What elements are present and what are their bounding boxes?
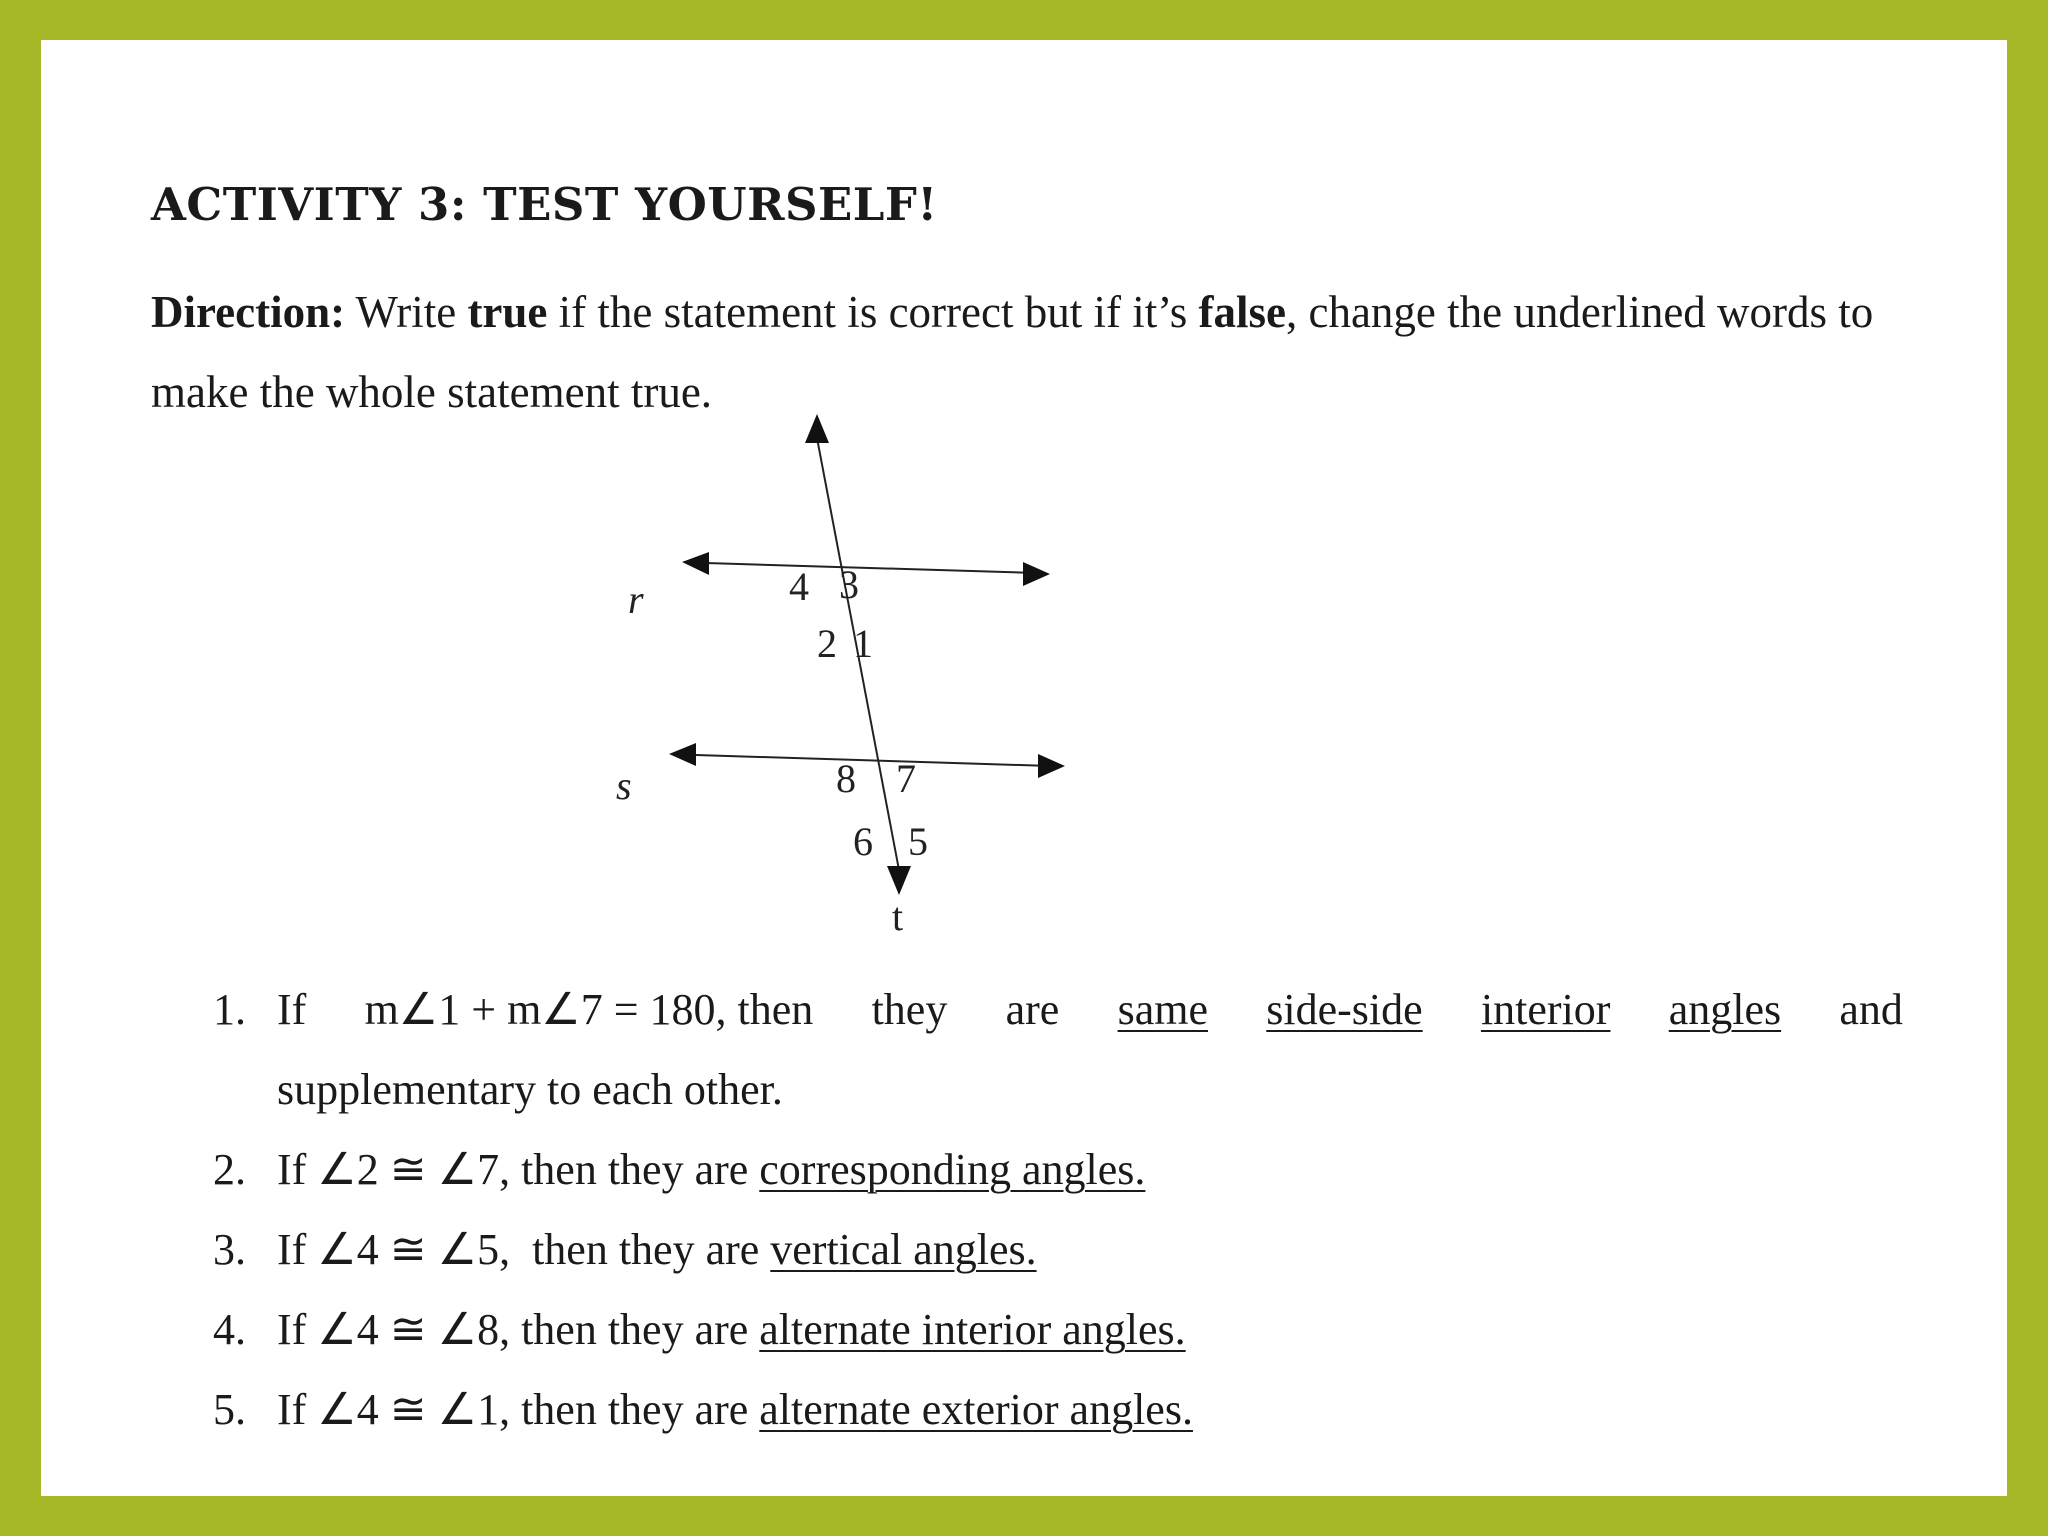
- list-item: [213, 1130, 1903, 1210]
- arrowhead-s-right: [1038, 754, 1065, 778]
- item-number: 1.: [213, 985, 246, 1034]
- underlined-answer: angles: [1668, 985, 1782, 1034]
- angle-label-8: 8: [836, 756, 856, 801]
- angle-label-3: 3: [839, 562, 859, 607]
- list-item: [213, 1290, 1903, 1370]
- transversal-diagram: [581, 405, 1101, 945]
- label-line-r: r: [628, 577, 644, 622]
- underlined-answer: alternate interior angles.: [759, 1305, 1186, 1354]
- arrowhead-t-top: [805, 414, 829, 443]
- angle-label-5: 5: [908, 819, 928, 864]
- underlined-answer: interior: [1480, 985, 1611, 1034]
- arrowhead-r-right: [1023, 562, 1050, 586]
- underlined-answer: same: [1117, 985, 1208, 1034]
- underlined-answer: corresponding angles.: [759, 1145, 1146, 1194]
- item-1-word: they: [871, 985, 948, 1034]
- item-number: 4.: [213, 1305, 246, 1354]
- direction-part: Write: [345, 287, 468, 337]
- item-number: 3.: [213, 1225, 246, 1274]
- true-keyword: true: [467, 287, 548, 337]
- item-number: 2.: [213, 1145, 246, 1194]
- angle-label-1: 1: [853, 621, 873, 666]
- angle-label-6: 6: [853, 819, 873, 864]
- line-r: [706, 563, 1036, 573]
- arrowhead-r-left: [682, 552, 709, 575]
- underlined-answer: alternate exterior angles.: [759, 1385, 1193, 1434]
- item-1-word: and: [1839, 985, 1903, 1034]
- list-item: [213, 1210, 1903, 1290]
- list-item: [213, 970, 1903, 1130]
- label-line-s: s: [616, 763, 632, 808]
- angle-label-7: 7: [896, 756, 916, 801]
- list-item: [213, 1370, 1903, 1450]
- underlined-answer: side-side: [1266, 985, 1423, 1034]
- question-list: [213, 970, 1903, 1450]
- item-1-word: If: [277, 985, 307, 1034]
- direction-part: if the statement is correct but if it’s: [547, 287, 1199, 337]
- item-1-word: are: [1005, 985, 1060, 1034]
- arrowhead-s-left: [669, 743, 696, 766]
- false-keyword: false: [1198, 287, 1286, 337]
- line-s: [696, 755, 1051, 766]
- item-number: 5.: [213, 1385, 246, 1434]
- angle-label-4: 4: [789, 564, 809, 609]
- direction-part: , change the underlined words to make the whole statement true.: [151, 287, 1874, 417]
- label-line-t: t: [892, 894, 904, 939]
- arrowhead-t-bottom: [887, 866, 911, 895]
- item-1-line: [277, 970, 1903, 1050]
- activity-title: ACTIVITY 3: TEST YOURSELF!: [151, 178, 938, 231]
- direction-label: Direction:: [151, 287, 346, 337]
- underlined-answer: vertical angles.: [770, 1225, 1037, 1274]
- item-1-continuation: supplementary to each other.: [277, 1065, 783, 1114]
- item-1-word: m∠1 + m∠7 = 180, then: [364, 985, 814, 1034]
- statement-text: If ∠4 ≅ ∠8, then they are: [277, 1305, 760, 1354]
- worksheet-page: [41, 40, 2007, 1496]
- statement-text: If ∠4 ≅ ∠1, then they are: [277, 1385, 760, 1434]
- angle-label-2: 2: [817, 621, 837, 666]
- statement-text: If ∠4 ≅ ∠5, then they are: [277, 1225, 771, 1274]
- statement-text: If ∠2 ≅ ∠7, then they are: [277, 1145, 760, 1194]
